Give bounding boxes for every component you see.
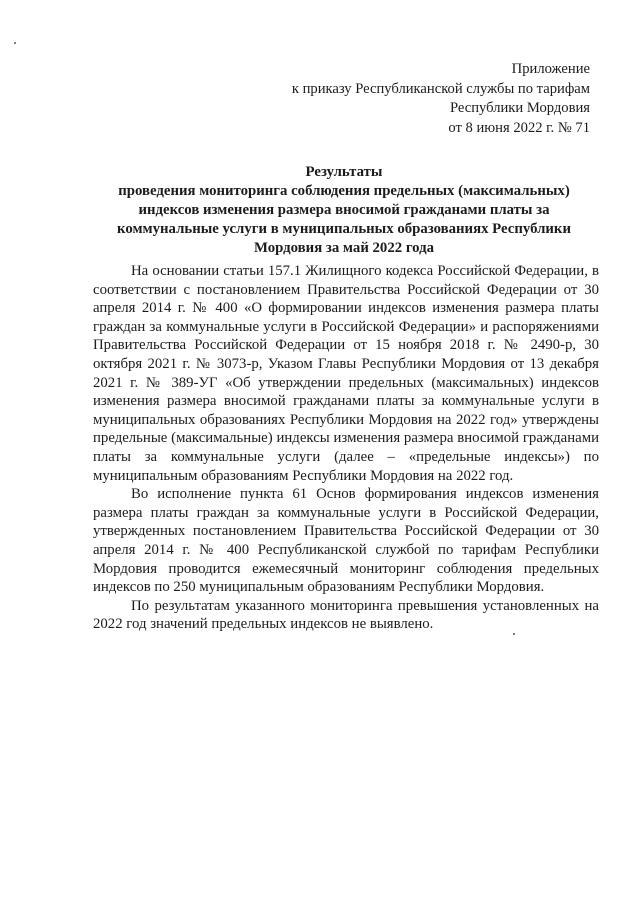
- body-paragraph: По результатам указанного мониторинга превышения установленных на 2022 год значений предельных индексов не выявлено.: [93, 597, 599, 633]
- appendix-region: Республики Мордовия: [449, 100, 590, 116]
- title-line: Мордовия за май 2022 года: [253, 240, 435, 256]
- appendix-order-ref: к приказу Республиканской службы по тарифам: [291, 80, 590, 97]
- body-paragraph: На основании статьи 157.1 Жилищного кодекса Российской Федерации, в соответствии с постановлением Правительства Российской Федерации от 30 апреля 2014 г. № 400 «О формировании индексов изменения размера платы граждан за коммунальные услуги в Российской Федерации» и распоряжениями Правительства Российской Федерации от 15 ноября 2018 г. № 2490-р, 30 октября 2021 г. № 3073-р, Указом Главы Республики Мордовия от 13 декабря 2021 г. № 389-УГ «Об утверждении предельных (максимальных) индексов изменения размера вносимой гражданами платы за коммунальные услуги в муниципальных образованиях Республики Мордовия на 2022 год» утверждены предельные (максимальные) индексы изменения размера вносимой гражданами платы за коммунальные услуги (далее – «предельные индексы») по муниципальным образованиям Республики Мордовия на 2022 год.: [93, 263, 599, 484]
- title-line: проведения мониторинга соблюдения предельных (максимальных): [118, 183, 570, 199]
- document-title: [96, 163, 592, 258]
- title-line: индексов изменения размера вносимой гражданами платы за: [138, 202, 550, 218]
- document-body: [93, 262, 599, 634]
- title-line: Результаты: [305, 164, 383, 180]
- body-paragraph: Во исполнение пункта 61 Основ формирования индексов изменения размера платы граждан за коммунальные услуги в Российской Федерации, утвержденных постановлением Правительства Российской Федерации от 30 апреля 2014 г. № 400 Республиканской службой по тарифам Республики Мордовия проводится ежемесячный мониторинг соблюдения предельных индексов по 250 муниципальным образованиям Республики Мордовия.: [93, 486, 599, 596]
- scan-speck: [14, 42, 16, 44]
- title-line: коммунальные услуги в муниципальных образованиях Республики: [117, 221, 571, 237]
- appendix-date-number: от 8 июня 2022 г. № 71: [448, 119, 590, 136]
- appendix-header: [292, 60, 590, 138]
- appendix-label: Приложение: [511, 61, 590, 77]
